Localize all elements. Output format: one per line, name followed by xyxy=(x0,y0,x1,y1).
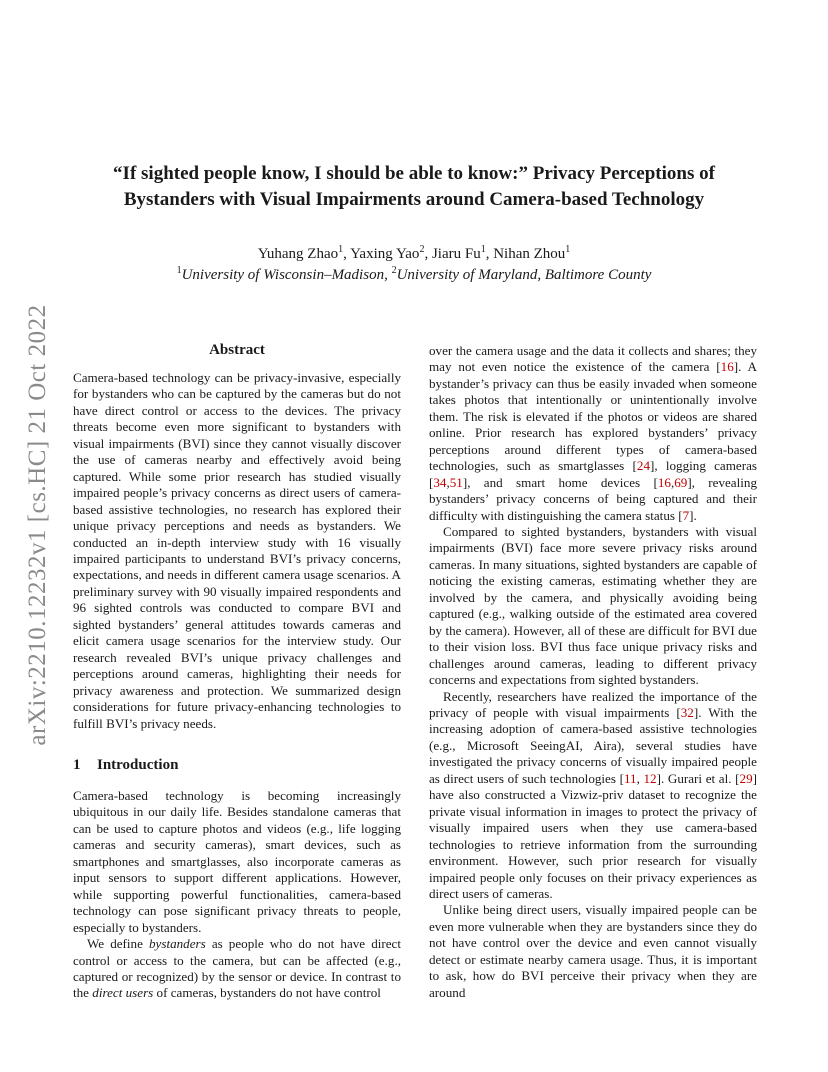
body-paragraph xyxy=(429,524,757,689)
body-paragraph xyxy=(429,689,757,903)
author: Yaxing Yao$^2$, xyxy=(350,244,432,262)
term-direct-users: direct users xyxy=(92,985,154,1001)
section-number: 1 xyxy=(73,756,81,773)
citation-link[interactable]: 11 xyxy=(623,770,637,786)
body-text: over the camera usage and the data it collects and shares; they may not even notice the existence of the camera [ xyxy=(429,343,757,375)
abstract-text: Camera-based technology can be privacy-invasive, especially for bystanders who can be captured by the cameras but do not have direct control or access to the devices. The privacy threats become even more significant to bystanders with visual impairments (BVI) since they cannot visually discover the use of cameras nearby and effectively avoid being captured. While some prior research has studied visually impaired people’s privacy concerns as direct users of camera-based assistive technologies, no research has explored their unique privacy perceptions and needs as bystanders. We conducted an in-depth interview study with 16 visually impaired participants to understand BVI’s privacy concerns, expectations, and needs in different camera usage scenarios. A preliminary survey with 90 visually impaired respondents and 96 sighted controls was conducted to compare BVI and sighted bystanders’ general attitudes towards cameras and elicit camera usage scenarios for the interview study. Our research revealed BVI’s unique privacy challenges and perceptions around cameras, highlighting their needs for privacy awareness and protection. We summarized design considerations for future privacy-enhancing technologies to fulfill BVI’s privacy needs. xyxy=(73,370,401,731)
body-text: , xyxy=(636,770,644,786)
arxiv-sidebar xyxy=(18,290,58,760)
citation-link[interactable]: 12 xyxy=(643,770,657,786)
arxiv-identifier: arXiv:2210.12232v1 [cs.HC] 21 Oct 2022 xyxy=(24,304,51,746)
body-paragraph xyxy=(429,902,757,1001)
citation-link[interactable]: 16 xyxy=(720,359,734,375)
body-paragraph xyxy=(429,343,757,524)
citation-link[interactable]: 69 xyxy=(674,474,688,490)
citation-link[interactable]: 16 xyxy=(657,474,671,490)
author-list xyxy=(80,244,748,265)
citation-link[interactable]: 29 xyxy=(739,770,753,786)
body-text: ]. Gurari et al. [ xyxy=(656,770,740,786)
section-heading-introduction xyxy=(73,756,401,774)
author: Nihan Zhou$^1$ xyxy=(493,244,571,262)
affiliation: $^1$University of Wisconsin–Madison, xyxy=(176,265,392,283)
body-text: ]. A bystander’s privacy can thus be easily invaded when someone takes photos that intentionally or unintentionally involve them. The risk is elevated if the photos or videos are shared online. Prior research has explored bystanders’ privacy perceptions around different types of camera-based technologies, such as smartglasses [ xyxy=(429,359,757,474)
citation-link[interactable]: 7 xyxy=(682,507,690,523)
citation-link[interactable]: 34 xyxy=(433,474,447,490)
body-text: ] have also constructed a Vizwiz-priv dataset to recognize the private visual information in images to protect the privacy of visually impaired users when they use camera-based technologies to retrieve information from the surrounding environment. However, such prior research for visually impaired people only focuses on their privacy experiences as direct users of cameras. xyxy=(429,770,757,901)
citation-link[interactable]: 24 xyxy=(636,458,650,474)
author: Jiaru Fu$^1$, xyxy=(431,244,494,262)
affiliation: $^2$University of Maryland, Baltimore County xyxy=(391,265,652,283)
body-text: ], revealing bystanders’ privacy concerns of being captured and their difficulty with distinguishing the camera status [ xyxy=(429,474,757,523)
body-text: ]. With the increasing adoption of camera-based assistive technologies (e.g., Microsoft SeeingAI, Aira), several studies have investigated the privacy concerns of visually impaired people as direct users of such technologies [ xyxy=(429,704,757,786)
affiliation-list xyxy=(80,265,748,286)
body-text: , xyxy=(670,474,675,490)
intro-paragraph: We define bystanders as people who do not have direct control or access to the camera, but can be affected (e.g., captured or recognized) by the sensor or device. In contrast to the direct users of cameras, bystanders do not have control xyxy=(73,936,401,1001)
citation-link[interactable]: 51 xyxy=(449,474,463,490)
title-line: “If sighted people know, I should be able to know:” Privacy Perceptions of xyxy=(113,163,715,184)
body-text: ]. xyxy=(689,507,697,523)
body-text: , xyxy=(446,474,450,490)
right-column xyxy=(429,343,757,1001)
author: Yuhang Zhao$^1$, xyxy=(257,244,351,262)
abstract-heading: Abstract xyxy=(209,342,265,358)
body-text: Recently, researchers have realized the importance of the privacy of people with visual impairments [ xyxy=(429,688,757,720)
body-text: ], and smart home devices [ xyxy=(462,474,658,490)
intro-paragraph: Camera-based technology is becoming increasingly ubiquitous in our daily life. Besides standalone cameras that can be used to capture photos and videos (e.g., life logging cameras and security cameras), smart devices, such as smartphones and smartglasses, also incorporate cameras as input sensors to support different applications. However, while supporting powerful functionalities, camera-based technology can pose significant privacy threats to people, especially to bystanders. xyxy=(73,787,401,935)
body-text: Compared to sighted bystanders, bystanders with visual impairments (BVI) face more severe privacy risks around cameras. In many situations, sighted bystanders are capable of noticing the existing cameras, estimating whether they are involved by the camera, and physically avoiding being captured (e.g., walking outside of the estimated area covered by the camera). However, all of these are difficult for BVI due to their vision loss. BVI thus face unique privacy risks and challenges around cameras, leading to different privacy concerns and expectations from sighted bystanders. xyxy=(429,523,757,688)
body-text: Unlike being direct users, visually impaired people can be even more vulnerable when they are bystanders since they do not have control over the device and even cannot visually detect or estimate nearby camera usage. Thus, it is important to ask, how do BVI perceive their privacy when they are around xyxy=(429,902,757,1000)
section-title: Introduction xyxy=(97,756,179,773)
paper-title xyxy=(80,161,748,213)
left-column xyxy=(73,341,401,1002)
term-bystanders: bystanders xyxy=(149,936,206,952)
title-line: Bystanders with Visual Impairments around Camera-based Technology xyxy=(123,189,705,210)
body-text: ], logging cameras [ xyxy=(429,458,758,490)
citation-link[interactable]: 32 xyxy=(680,704,694,720)
